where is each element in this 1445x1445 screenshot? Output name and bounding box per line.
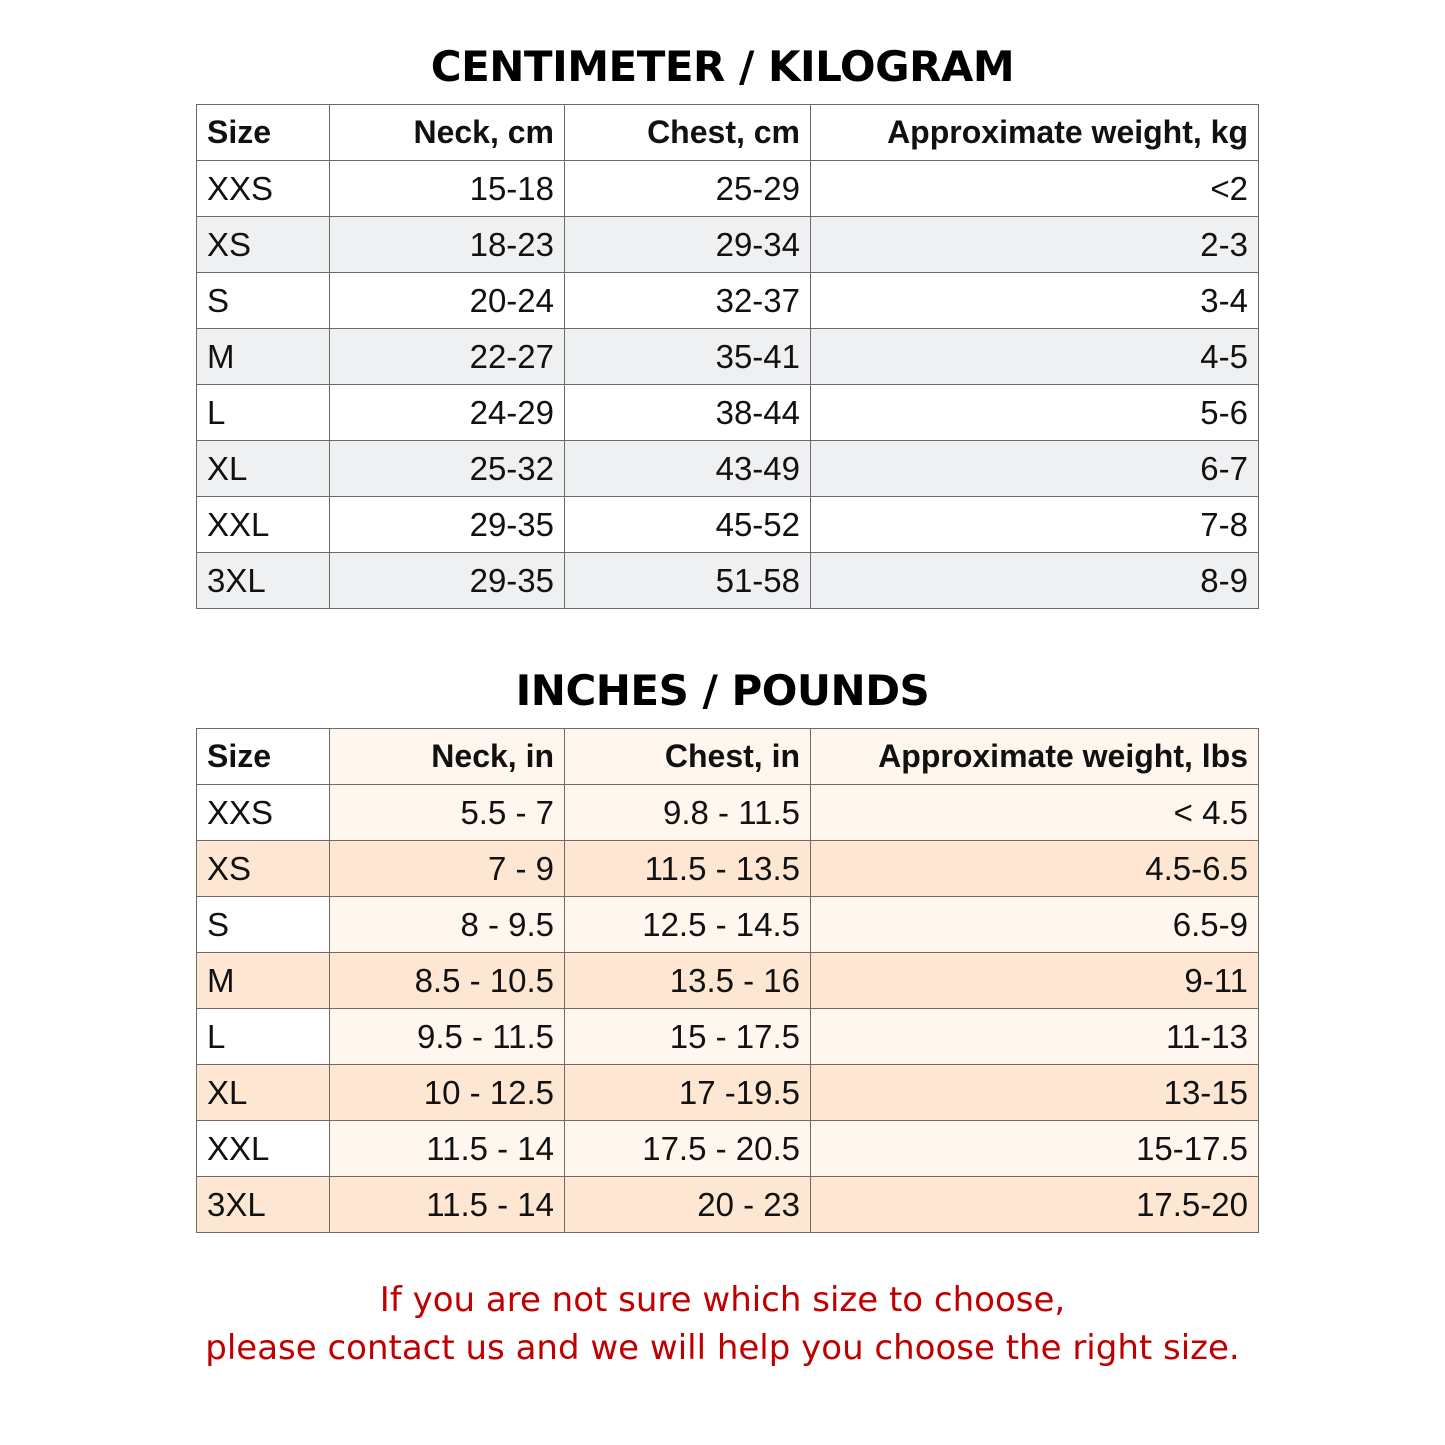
table-row [197, 385, 1259, 441]
cell-neck: 9.5 - 11.5 [330, 1009, 565, 1065]
cell-size: M [197, 329, 330, 385]
cell-size: XS [197, 217, 330, 273]
cell-weight: 4-5 [811, 329, 1259, 385]
cell-weight: <2 [811, 161, 1259, 217]
cell-size: M [197, 953, 330, 1009]
cell-size: S [197, 273, 330, 329]
column-header-weight: Approximate weight, lbs [811, 729, 1259, 785]
table-row [197, 273, 1259, 329]
cell-weight: 4.5-6.5 [811, 841, 1259, 897]
cell-neck: 20-24 [330, 273, 565, 329]
cell-neck: 11.5 - 14 [330, 1177, 565, 1233]
cell-size: XL [197, 441, 330, 497]
cell-neck: 22-27 [330, 329, 565, 385]
table-row [197, 497, 1259, 553]
cell-weight: 2-3 [811, 217, 1259, 273]
cell-chest: 11.5 - 13.5 [565, 841, 811, 897]
table-row [197, 1177, 1259, 1233]
metric-size-table [196, 104, 1259, 609]
cell-size: XXL [197, 1121, 330, 1177]
cell-size: L [197, 385, 330, 441]
table-row [197, 441, 1259, 497]
cell-chest: 12.5 - 14.5 [565, 897, 811, 953]
cell-weight: 5-6 [811, 385, 1259, 441]
cell-neck: 8.5 - 10.5 [330, 953, 565, 1009]
table-row [197, 897, 1259, 953]
cell-size: 3XL [197, 1177, 330, 1233]
cell-chest: 9.8 - 11.5 [565, 785, 811, 841]
cell-chest: 45-52 [565, 497, 811, 553]
cell-neck: 7 - 9 [330, 841, 565, 897]
table-row [197, 553, 1259, 609]
cell-size: 3XL [197, 553, 330, 609]
column-header-chest: Chest, cm [565, 105, 811, 161]
table-header-row [197, 729, 1259, 785]
help-note-line-2: please contact us and we will help you choose the right size. [205, 1328, 1240, 1368]
cell-chest: 29-34 [565, 217, 811, 273]
column-header-size: Size [197, 729, 330, 785]
table-row [197, 841, 1259, 897]
cell-neck: 15-18 [330, 161, 565, 217]
table-body [197, 785, 1259, 1233]
cell-weight: 15-17.5 [811, 1121, 1259, 1177]
table-row [197, 329, 1259, 385]
cell-weight: 17.5-20 [811, 1177, 1259, 1233]
cell-size: XXS [197, 161, 330, 217]
cell-chest: 20 - 23 [565, 1177, 811, 1233]
column-header-chest: Chest, in [565, 729, 811, 785]
cell-weight: 6.5-9 [811, 897, 1259, 953]
metric-table-title: CENTIMETER / KILOGRAM [430, 42, 1015, 91]
cell-neck: 25-32 [330, 441, 565, 497]
cell-size: L [197, 1009, 330, 1065]
cell-chest: 38-44 [565, 385, 811, 441]
column-header-neck: Neck, cm [330, 105, 565, 161]
cell-size: XXS [197, 785, 330, 841]
table-header-row [197, 105, 1259, 161]
cell-neck: 18-23 [330, 217, 565, 273]
cell-neck: 24-29 [330, 385, 565, 441]
table-row [197, 1009, 1259, 1065]
table-body [197, 161, 1259, 609]
cell-neck: 8 - 9.5 [330, 897, 565, 953]
cell-neck: 5.5 - 7 [330, 785, 565, 841]
cell-neck: 29-35 [330, 553, 565, 609]
cell-weight: 11-13 [811, 1009, 1259, 1065]
column-header-weight: Approximate weight, kg [811, 105, 1259, 161]
cell-weight: 8-9 [811, 553, 1259, 609]
column-header-neck: Neck, in [330, 729, 565, 785]
cell-weight: 13-15 [811, 1065, 1259, 1121]
cell-neck: 11.5 - 14 [330, 1121, 565, 1177]
cell-chest: 43-49 [565, 441, 811, 497]
column-header-size: Size [197, 105, 330, 161]
imperial-size-table [196, 728, 1259, 1233]
cell-chest: 15 - 17.5 [565, 1009, 811, 1065]
table-row [197, 953, 1259, 1009]
cell-chest: 32-37 [565, 273, 811, 329]
cell-chest: 17 -19.5 [565, 1065, 811, 1121]
table-row [197, 785, 1259, 841]
cell-chest: 17.5 - 20.5 [565, 1121, 811, 1177]
imperial-table-title: INCHES / POUNDS [515, 666, 930, 715]
table-row [197, 217, 1259, 273]
table-row [197, 161, 1259, 217]
cell-weight: 3-4 [811, 273, 1259, 329]
cell-size: XS [197, 841, 330, 897]
cell-chest: 51-58 [565, 553, 811, 609]
cell-size: XXL [197, 497, 330, 553]
cell-neck: 29-35 [330, 497, 565, 553]
cell-neck: 10 - 12.5 [330, 1065, 565, 1121]
help-note-line-1: If you are not sure which size to choose, [379, 1280, 1066, 1320]
cell-weight: < 4.5 [811, 785, 1259, 841]
cell-chest: 35-41 [565, 329, 811, 385]
table-row [197, 1065, 1259, 1121]
cell-size: S [197, 897, 330, 953]
table-row [197, 1121, 1259, 1177]
cell-chest: 25-29 [565, 161, 811, 217]
cell-chest: 13.5 - 16 [565, 953, 811, 1009]
cell-weight: 6-7 [811, 441, 1259, 497]
cell-weight: 9-11 [811, 953, 1259, 1009]
cell-weight: 7-8 [811, 497, 1259, 553]
cell-size: XL [197, 1065, 330, 1121]
